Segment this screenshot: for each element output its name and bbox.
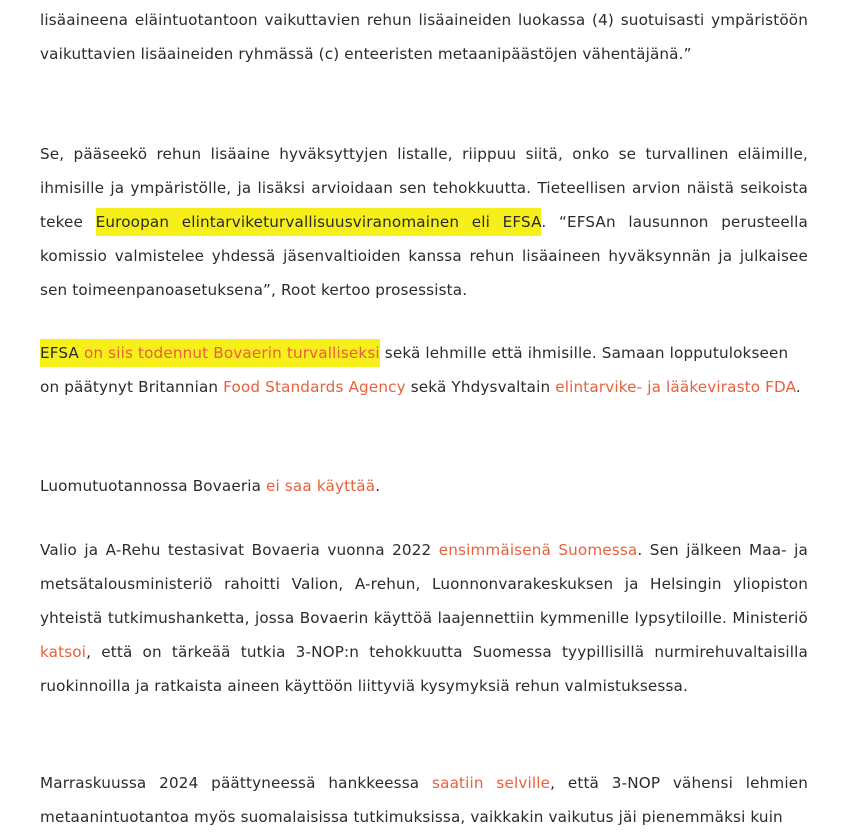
paragraph-1-text: lisäaineena eläintuotantoon vaikuttavien rehun lisäaineiden luokassa (4) suotuisasti ympäristöön vaikuttavien lisäaineiden ryhmässä (c) enteeristen metaanipäästöjen vähentäjänä.”: [40, 11, 808, 63]
paragraph-3-text-end: .: [795, 378, 801, 396]
paragraph-2-text-end: . “EFSAn lausunnon perusteella komissio valmistelee yhdessä jäsenvaltioiden kanssa rehun lisäaineen hyväksynnän ja julkaisee sen toimeenpanoasetuksena”, Root kertoo prosessista.: [40, 213, 809, 299]
paragraph-2: [40, 137, 808, 307]
highlighted-text-efsa-authority: Euroopan elintarviketurvallisuusviranomainen eli EFSA: [96, 208, 542, 236]
link-first-in-finland[interactable]: ensimmäisenä Suomessa: [438, 541, 638, 559]
paragraph-5-text-mid: . Sen jälkeen Maa- ja metsätalousministeriö rahoitti Valion, A-rehun, Luonnonvarakeskuksen ja Helsingin yliopiston yhteistä tutkimushanketta, jossa Bovaerin käyttöä laajennettiin kymmenille lypsytiloille. Ministeriö: [40, 541, 809, 627]
paragraph-5-text-start: Valio ja A-Rehu testasivat Bovaeria vuonna 2022: [40, 541, 439, 559]
paragraph-4: [40, 469, 808, 503]
paragraph-5-text-end: , että on tärkeää tutkia 3-NOP:n tehokkuutta Suomessa tyypillisillä nurmirehuvaltaisilla ruokinnoilla ja ratkaista aineen käyttöön liittyviä kysymyksiä rehun valmistuksessa.: [40, 643, 808, 695]
link-organic-not-allowed[interactable]: ei saa käyttää: [266, 477, 376, 495]
highlighted-text-efsa: EFSA: [40, 339, 79, 367]
paragraph-4-text-end: .: [375, 477, 381, 495]
paragraph-5: [40, 533, 808, 703]
paragraph-3: [40, 336, 808, 404]
link-food-standards-agency[interactable]: Food Standards Agency: [223, 378, 406, 396]
link-fda[interactable]: elintarvike- ja lääkevirasto FDA: [555, 378, 796, 396]
link-bovaer-safe[interactable]: on siis todennut Bovaerin turvalliseksi: [84, 339, 380, 367]
paragraph-6-text-end: , että 3-NOP vähensi lehmien metaanintuotantoa myös suomalaisissa tutkimuksissa, vaikkakin vaikutus jäi pienemmäksi kuin: [40, 774, 808, 826]
link-found-out[interactable]: saatiin selville: [432, 774, 551, 792]
paragraph-2-text-start: Se, pääseekö rehun lisäaine hyväksyttyjen listalle, riippuu siitä, onko se turvallinen eläimille, ihmisille ja ympäristölle, ja lisäksi arvioidaan sen tehokkuutta. Tieteellisen arvion näistä seikoista tekee: [40, 145, 808, 231]
link-ministry-view[interactable]: katsoi: [40, 643, 87, 661]
paragraph-4-text: Luomutuotannossa Bovaeria: [40, 477, 267, 495]
paragraph-6-text-start: Marraskuussa 2024 päättyneessä hankkeessa: [40, 774, 433, 792]
paragraph-6: [40, 766, 808, 834]
paragraph-1: [40, 3, 808, 71]
paragraph-3-text-mid-2: sekä Yhdysvaltain: [405, 378, 556, 396]
paragraph-3-text-mid: sekä lehmille että ihmisille. Samaan lopputulokseen on päätynyt Britannian: [40, 344, 789, 396]
